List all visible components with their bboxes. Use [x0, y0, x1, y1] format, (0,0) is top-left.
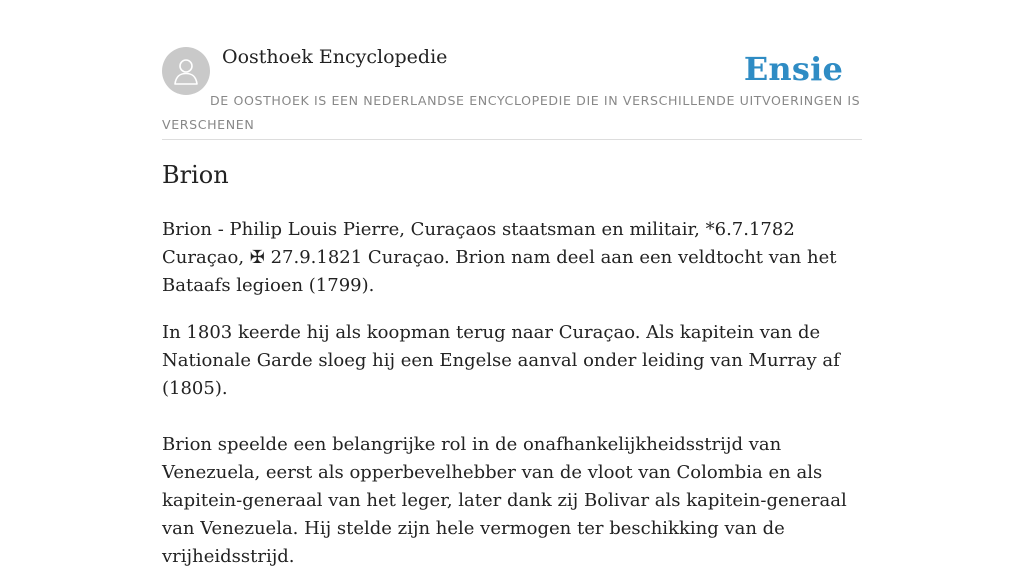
article-paragraph: In 1803 keerde hij als koopman terug naar Curaçao. Als kapitein van de Nationale Garde sloeg hij een Engelse aanval onder leiding van Murray af (1805).	[162, 322, 840, 399]
article-body	[162, 216, 867, 571]
article-paragraph: Brion speelde een belangrijke rol in de onafhankelijkheidsstrijd van Venezuela, eerst als opperbevelhebber van de vloot van Colombia en als kapitein-generaal van het leger, later dank zij Bolivar als kapitein-generaal van Venezuela. Hij stelde zijn hele vermogen ter beschikking van de vrijheidsstrijd.	[162, 434, 847, 567]
avatar[interactable]	[162, 47, 210, 95]
ensie-logo[interactable]: Ensie	[743, 50, 843, 88]
user-icon	[170, 55, 202, 87]
page-title: Brion	[162, 161, 229, 189]
article-paragraph: Brion - Philip Louis Pierre, Curaçaos staatsman en militair, *6.7.1782 Curaçao, ✠ 27.9.1821 Curaçao. Brion nam deel aan een veldtocht van het Bataafs legioen (1799).	[162, 219, 837, 296]
header-divider	[162, 139, 862, 140]
site-tagline: DE OOSTHOEK IS EEN NEDERLANDSE ENCYCLOPEDIE DIE IN VERSCHILLENDE UITVOERINGEN IS VERSCHENEN	[162, 93, 861, 132]
site-name[interactable]: Oosthoek Encyclopedie	[222, 46, 448, 68]
